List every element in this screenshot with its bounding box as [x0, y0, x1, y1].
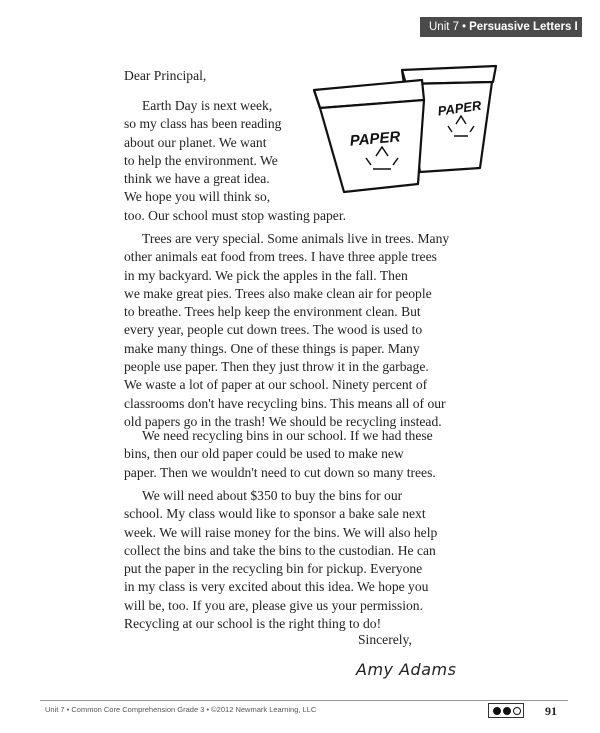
paragraph-line: classrooms don't have recycling bins. This means all of our [124, 395, 446, 411]
paragraph-line: paper. Then we wouldn't need to cut down so many trees. [124, 464, 436, 480]
paragraph-line: so my class has been reading [124, 116, 282, 132]
paragraph-line: make many things. One of these things is paper. Many [124, 340, 420, 356]
paragraph-line: put the paper in the recycling bin for pickup. Everyone [124, 561, 423, 577]
paragraph-line: bins, then our old paper could be used to make new [124, 446, 404, 462]
letter-signature: Amy Adams [356, 660, 457, 679]
paragraph-line: Earth Day is next week, [142, 98, 273, 113]
unit-label: Unit 7 [429, 21, 460, 33]
letter-paragraph-4 [124, 487, 494, 633]
front-bin-label: PAPER [349, 128, 401, 150]
paragraph-line: collect the bins and take the bins to the custodian. He can [124, 542, 436, 558]
footer-credit: Unit 7 • Common Core Comprehension Grade 3 • ©2012 Newmark Learning, LLC [45, 705, 317, 714]
header-separator: • [462, 21, 467, 33]
letter-salutation: Dear Principal, [124, 68, 207, 83]
paragraph-line: We need recycling bins in our school. If we had these [142, 428, 433, 443]
paragraph-line: Recycling at our school is the right thing to do! [124, 616, 382, 632]
letter-paragraph-3 [124, 427, 494, 482]
paragraph-line: We waste a lot of paper at our school. Ninety percent of [124, 377, 428, 393]
paragraph-line: think we have a great idea. [124, 171, 270, 187]
level-dot-empty-icon [513, 707, 521, 715]
recycling-bins-illustration [310, 62, 500, 202]
paragraph-line: in my backyard. We pick the apples in the fall. Then [124, 267, 408, 283]
paragraph-line: every year, people cut down trees. The wood is used to [124, 322, 423, 338]
letter-closing: Sincerely, [358, 632, 412, 647]
paragraph-line: to breathe. Trees help keep the environment clean. But [124, 304, 421, 320]
paragraph-line: in my class is very excited about this idea. We hope you [124, 579, 429, 595]
paragraph-line: old papers go in the trash! We should be recycling instead. [124, 413, 442, 429]
paragraph-line: too. Our school must stop wasting paper. [124, 207, 347, 223]
paragraph-line: people use paper. Then they just throw it in the garbage. [124, 359, 429, 375]
paragraph-line: to help the environment. We [124, 152, 278, 168]
reading-level-indicator [488, 703, 524, 718]
paragraph-line: Trees are very special. Some animals live in trees. Many [142, 231, 450, 246]
paragraph-line: week. We will raise money for the bins. We will also help [124, 524, 438, 540]
footer-divider [40, 700, 568, 701]
unit-topic: Persuasive Letters I [469, 21, 578, 33]
paragraph-line: school. My class would like to sponsor a bake sale next [124, 506, 426, 522]
page-number: 91 [545, 704, 557, 718]
paragraph-line: about our planet. We want [124, 134, 267, 150]
paragraph-line: We will need about $350 to buy the bins for our [142, 488, 403, 503]
paragraph-line: We hope you will think so, [124, 189, 271, 205]
paragraph-line: we make great pies. Trees also make clean air for people [124, 285, 432, 301]
unit-header-tab [420, 17, 582, 37]
letter-paragraph-2 [124, 230, 494, 431]
level-dot-filled-icon [493, 707, 501, 715]
paragraph-line: other animals eat food from trees. I have three apple trees [124, 249, 437, 265]
back-bin-label: PAPER [436, 97, 483, 119]
paragraph-line: will be, too. If you are, please give us your permission. [124, 597, 423, 613]
level-dot-filled-icon [503, 707, 511, 715]
